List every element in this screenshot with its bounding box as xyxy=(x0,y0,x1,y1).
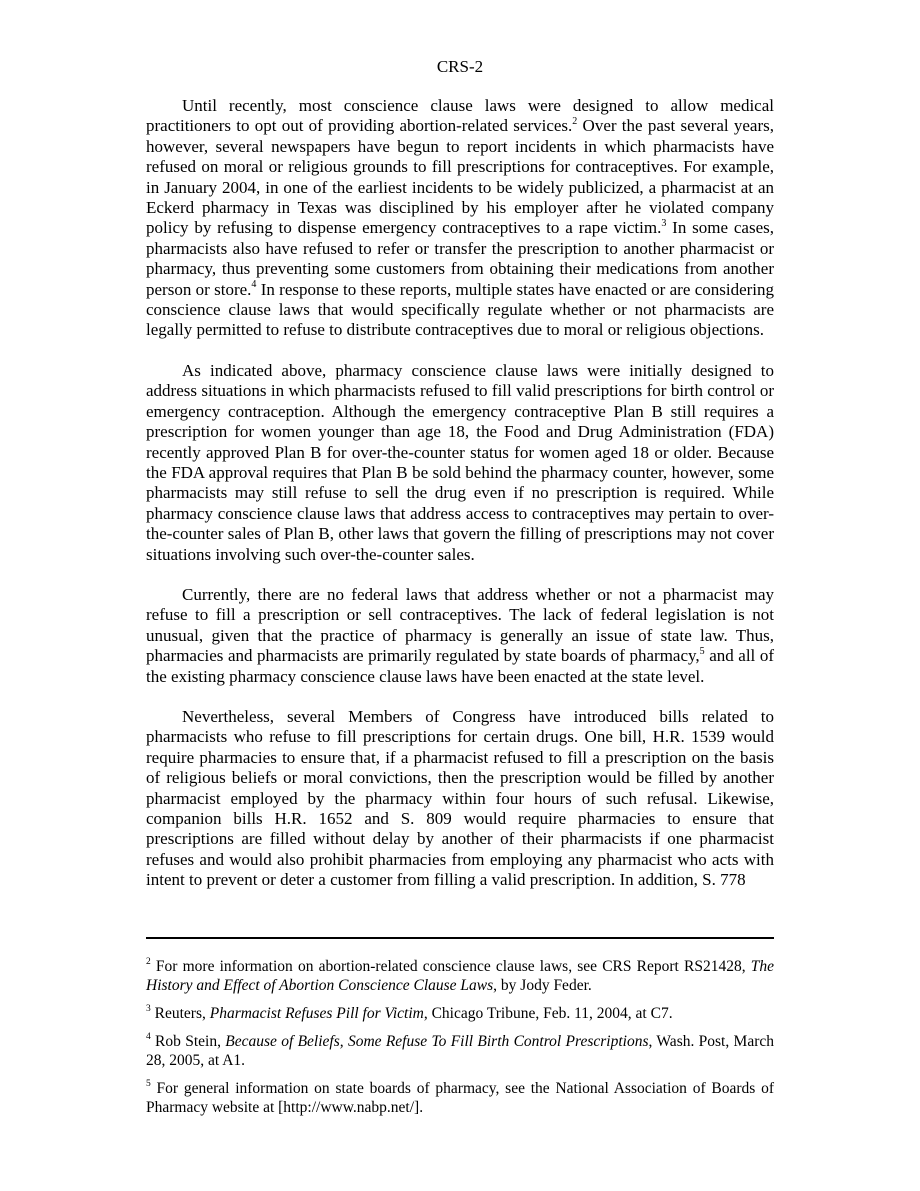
text-run: Nevertheless, several Members of Congress have introduced bills related to pharmacists who refuse to fill prescriptions for certain drugs. One bill, H.R. 1539 would require pharmacies to ensure that, if a pharmacist refused to fill a prescription on the basis of religious beliefs or moral convictions, then the prescription would be filled by another pharmacist employed by the pharmacy within four hours of such refusal. Likewise, companion bills H.R. 1652 and S. 809 would require pharmacies to ensure that prescriptions are filled without delay by another of their pharmacists if one pharmacist refuses and would also prohibit pharmacies from employing any pharmacist who acts with intent to prevent or deter a customer from filling a valid prescription. In addition, S. 778 xyxy=(146,706,774,890)
footnote-reference: 5 xyxy=(699,645,705,657)
text-run: Until recently, most conscience clause laws were designed to allow medical practitioners to opt out of providing abortion-related services. xyxy=(146,96,774,136)
text-run: In response to these reports, multiple states have enacted or are considering conscience clause laws that would specifically regulate whether or not pharmacists are legally permitted to refuse to distribute contraceptives due to moral or religious objections. xyxy=(146,279,775,340)
footnote-separator xyxy=(146,937,774,939)
footnote-reference: 4 xyxy=(251,279,257,290)
footnote-number: 3 xyxy=(146,1003,151,1014)
text-run: , Wash. Post, March 28, 2005, at A1. xyxy=(146,1033,775,1069)
text-run: and all of the existing pharmacy conscience clause laws have been enacted at the state level. xyxy=(146,646,774,686)
footnote xyxy=(146,1079,774,1117)
footnote-number: 2 xyxy=(146,956,151,967)
text-run: For general information on state boards of pharmacy, see the National Association of Boards of Pharmacy website at [http://www.nabp.net/]. xyxy=(146,1080,774,1116)
body-text xyxy=(146,96,774,911)
footnote xyxy=(146,1032,774,1070)
text-run: As indicated above, pharmacy conscience clause laws were initially designed to address situations in which pharmacists refused to fill valid prescriptions for birth control or emergency contraception. Although the emergency contraceptive Plan B still requires a prescription for women younger than age 18, the Food and Drug Administration (FDA) recently approved Plan B for over-the-counter status for women aged 18 or older. Because the FDA approval requires that Plan B be sold behind the pharmacy counter, however, some pharmacists may still refuse to sell the drug even if no prescription is required. While pharmacy conscience clause laws that address access to contraceptives may pertain to over-the-counter sales of Plan B, other laws that govern the filling of prescriptions may not cover situations involving such over-the-counter sales. xyxy=(146,360,774,564)
text-run: In some cases, pharmacists also have refused to refer or transfer the prescription to another pharmacist or pharmacy, thus preventing some customers from obtaining their medications from another person or store. xyxy=(146,218,774,299)
text-run: Reuters, xyxy=(150,1005,210,1022)
body-paragraph xyxy=(146,96,774,341)
body-paragraph xyxy=(146,707,774,891)
footnote xyxy=(146,957,774,995)
text-run: Rob Stein, xyxy=(150,1033,226,1050)
footnote-reference: 3 xyxy=(661,217,667,229)
italic-title: The History and Effect of Abortion Conscience Clause Laws xyxy=(146,958,774,994)
italic-title: Because of Beliefs, Some Refuse To Fill Birth Control Prescriptions xyxy=(225,1033,649,1050)
footnotes xyxy=(146,957,774,1126)
text-run: Over the past several years, however, several newspapers have begun to report incidents in which pharmacists have refused on moral or religious grounds to fill prescriptions for contraceptives. For example, in January 2004, in one of the earliest incidents to be widely publicized, a pharmacist at an Eckerd pharmacy in Texas was disciplined by his employer after he violated company policy by refusing to dispense emergency contraceptives to a rape victim. xyxy=(146,116,774,238)
body-paragraph xyxy=(146,361,774,565)
footnote xyxy=(146,1004,774,1023)
italic-title: Pharmacist Refuses Pill for Victim xyxy=(209,1005,424,1022)
body-paragraph xyxy=(146,585,774,687)
page-number-header: CRS-2 xyxy=(436,57,484,76)
footnote-number: 5 xyxy=(146,1078,151,1089)
text-run: Currently, there are no federal laws that address whether or not a pharmacist may refuse to fill a prescription or sell contraceptives. The lack of federal legislation is not unusual, given that the practice of pharmacy is generally an issue of state law. Thus, pharmacies and pharmacists are primarily regulated by state boards of pharmacy, xyxy=(146,584,774,666)
footnote-reference: 2 xyxy=(572,115,578,127)
text-run: , Chicago Tribune, Feb. 11, 2004, at C7. xyxy=(423,1005,673,1022)
text-run: , by Jody Feder. xyxy=(493,977,592,994)
footnote-number: 4 xyxy=(146,1031,151,1042)
text-run: For more information on abortion-related conscience clause laws, see CRS Report RS21428, xyxy=(150,958,751,975)
